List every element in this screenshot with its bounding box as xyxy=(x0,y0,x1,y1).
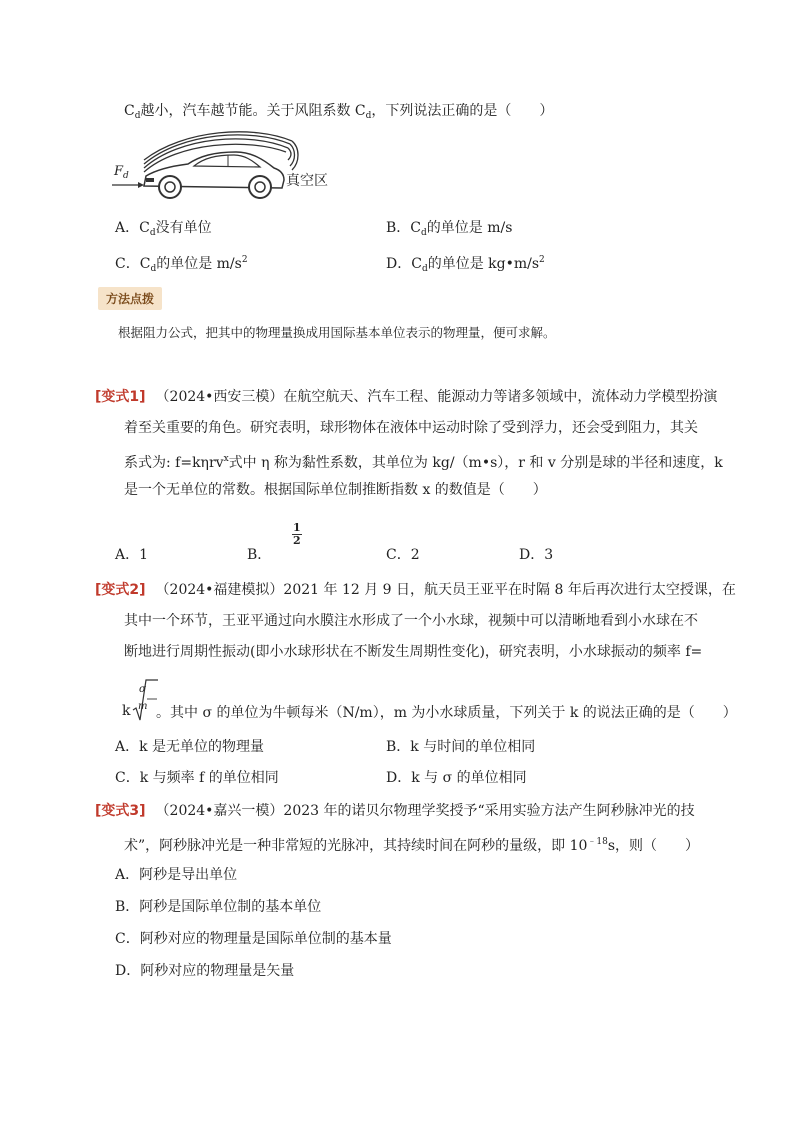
variant-3-line-1: [变式3] （2024•嘉兴一模）2023 年的诺贝尔物理学奖授予“采用实验方法产生阿秒脉冲光的技 xyxy=(95,803,695,819)
variant-1-line-2: 着至关重要的角色。研究表明，球形物体在液体中运动时除了受到浮力，还会受到阻力，其关 xyxy=(124,420,698,436)
variant-2-option-a[interactable]: A．k 是无单位的物理量 xyxy=(115,739,265,755)
variant-1-option-c[interactable]: C．2 xyxy=(386,547,420,563)
variant-1-line-4: 是一个无单位的常数。根据国际单位制推断指数 x 的数值是（ ） xyxy=(124,482,547,498)
variant-3-option-c[interactable]: C．阿秒对应的物理量是国际单位制的基本量 xyxy=(115,931,392,947)
variant-3-option-a[interactable]: A．阿秒是导出单位 xyxy=(115,867,238,883)
sigma-numerator: σ xyxy=(139,684,146,695)
method-tip-text: 根据阻力公式，把其中的物理量换成用国际基本单位表示的物理量，便可求解。 xyxy=(118,325,556,340)
k-symbol: k xyxy=(122,703,131,719)
stem-text-1: 越小，汽车越节能。关于风阻系数 C xyxy=(140,103,366,119)
variant-2-option-d[interactable]: D．k 与 σ 的单位相同 xyxy=(386,770,527,786)
variant-3-tag: [变式3] xyxy=(95,803,146,819)
variant-3-line-2: 术”，阿秒脉冲光是一种非常短的光脉冲，其持续时间在阿秒的量级，即 $10^{﹣18}s$，则（ ） xyxy=(124,837,700,854)
fraction-one-half: $\frac{1}{2}$ xyxy=(293,521,301,547)
variant-1-option-b[interactable]: B． xyxy=(247,547,272,563)
variant-3-option-b[interactable]: B．阿秒是国际单位制的基本单位 xyxy=(115,899,322,915)
variant-2-option-b[interactable]: B．k 与时间的单位相同 xyxy=(386,739,536,755)
car-airflow-figure xyxy=(110,130,350,210)
option-b[interactable]: B．$C_d$的单位是 m/s xyxy=(386,220,513,238)
option-c[interactable]: C．$C_d$的单位是 $m/s^2$ xyxy=(115,255,248,274)
variant-1-tag: [变式1] xyxy=(95,389,146,405)
option-d[interactable]: D．$C_d$的单位是 $kg•m/s^2$ xyxy=(386,255,545,274)
option-a[interactable]: A．$C_d$没有单位 xyxy=(115,220,212,238)
variant-1-option-a[interactable]: A．1 xyxy=(115,547,149,563)
method-tip-label: 方法点拨 xyxy=(98,287,162,310)
variant-1-line-3: 系式为: f=kηrv$^x$式中 η 称为黏性系数，其单位为 kg/（m•s），r 和 v 分别是球的半径和速度，k xyxy=(124,454,723,471)
variant-2-line-2: 其中一个环节，王亚平通过向水膜注水形成了一个小水球，视频中可以清晰地看到小水球在不 xyxy=(124,613,698,629)
variant-2-line-3: 断地进行周期性振动(即小水球形状在不断发生周期性变化)，研究表明，小水球振动的频率 f= xyxy=(124,644,703,660)
coef-symbol: C xyxy=(124,103,135,119)
drag-force-label: $F_d$ xyxy=(114,164,129,181)
question-stem xyxy=(124,101,553,126)
variant-1-line-1: [变式1] （2024•西安三模）在航空航天、汽车工程、能源动力等诸多领域中，流体动力学模型扮演 xyxy=(95,389,718,405)
coef-subscript: d xyxy=(134,111,141,121)
variant-2-line-4: 。其中 σ 的单位为牛顿每米（N/m），m 为小水球质量，下列关于 k 的说法正确的是（ ） xyxy=(156,705,737,721)
variant-1-option-d[interactable]: D．3 xyxy=(519,547,554,563)
variant-3-option-d[interactable]: D．阿秒对应的物理量是矢量 xyxy=(115,963,295,979)
variant-2-option-c[interactable]: C．k 与频率 f 的单位相同 xyxy=(115,770,279,786)
stem-text-2: ，下列说法正确的是（ ） xyxy=(371,103,554,119)
coef-subscript: d xyxy=(365,111,372,121)
m-denominator: m xyxy=(138,701,148,712)
variant-2-line-1: [变式2] （2024•福建模拟）2021 年 12 月 9 日，航天员王亚平在时隔 8 年后再次进行太空授课，在 xyxy=(95,582,736,598)
variant-2-tag: [变式2] xyxy=(95,582,146,598)
vacuum-zone-label: 真空区 xyxy=(286,173,328,189)
